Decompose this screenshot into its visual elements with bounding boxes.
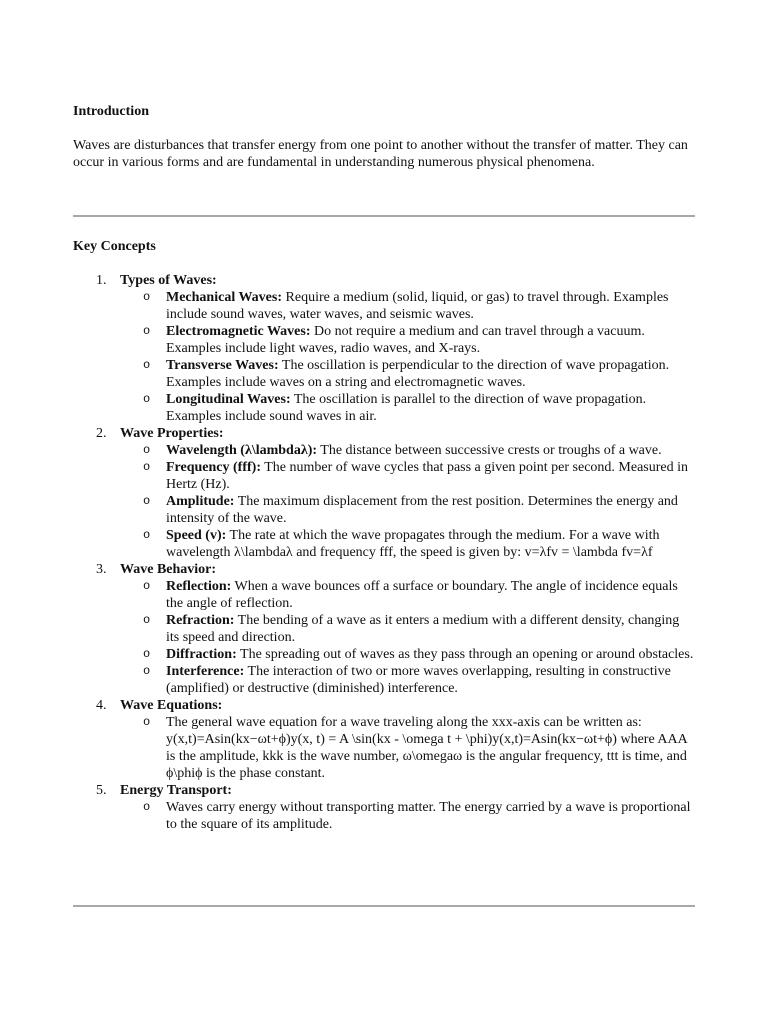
bullet-icon: o [143,460,151,474]
bullet-icon: o [143,392,151,406]
concept-term: Wavelength (λ\lambdaλ): [166,443,318,458]
concept-description: When a wave bounces off a surface or boundary. The angle of incidence equals the angle of reflection. [166,579,678,611]
concept-number: 3. [96,562,107,577]
concept-term: Diffraction: [166,647,237,662]
concept-sub-list [73,442,695,561]
concept-sub-item [73,442,695,459]
concept-sub-item [73,391,695,425]
bullet-icon: o [143,800,151,814]
concept-description: The bending of a wave as it enters a medium with a different density, changing its speed and direction. [166,613,680,645]
key-concepts-list [73,272,695,833]
concept-term: Amplitude: [166,494,235,509]
concept-title: Wave Properties: [120,426,224,441]
concept-item [73,425,695,561]
horizontal-divider [73,215,695,217]
concept-description: The interaction of two or more waves overlapping, resulting in constructive (amplified) or destructive (diminished) interference. [166,664,671,696]
concept-term: Electromagnetic Waves: [166,324,311,339]
concept-sub-item [73,323,695,357]
concept-sub-item [73,578,695,612]
concept-title: Energy Transport: [120,783,232,798]
concept-item [73,697,695,782]
bullet-icon: o [143,443,151,457]
concept-title: Types of Waves: [120,273,217,288]
bullet-icon: o [143,613,151,627]
concept-number: 1. [96,273,107,288]
concept-sub-item [73,459,695,493]
concept-sub-item [73,357,695,391]
concept-term: Speed (v): [166,528,227,543]
concept-description: The number of wave cycles that pass a given point per second. Measured in Hertz (Hz). [166,460,688,492]
bullet-icon: o [143,579,151,593]
concept-sub-item [73,612,695,646]
concept-description: The maximum displacement from the rest position. Determines the energy and intensity of the wave. [166,494,678,526]
concept-term: Longitudinal Waves: [166,392,291,407]
concept-description: The oscillation is parallel to the direction of wave propagation. Examples include sound waves in air. [166,392,647,424]
concept-sub-list [73,289,695,425]
concept-description: Require a medium (solid, liquid, or gas) to travel through. Examples include sound waves, water waves, and seismic waves. [166,290,669,322]
bullet-icon: o [143,358,151,372]
concept-title: Wave Equations: [120,698,223,713]
concept-term: Mechanical Waves: [166,290,283,305]
concept-sub-item [73,799,695,833]
concept-term: Frequency (fff): [166,460,261,475]
concept-sub-list [73,799,695,833]
introduction-heading: Introduction [73,104,149,119]
concept-sub-item [73,663,695,697]
bullet-icon: o [143,324,151,338]
concept-description: Waves carry energy without transporting matter. The energy carried by a wave is proportional to the square of its amplitude. [166,800,691,832]
concept-term: Transverse Waves: [166,358,279,373]
concept-term: Refraction: [166,613,235,628]
concept-description: The rate at which the wave propagates through the medium. For a wave with wavelength λ\lambdaλ and frequency fff, the speed is given by: v=λfv = \lambda fv=λf [166,528,660,560]
concept-description: Do not require a medium and can travel through a vacuum. Examples include light waves, radio waves, and X-rays. [166,324,645,356]
bullet-icon: o [143,715,151,729]
concept-number: 4. [96,698,107,713]
bullet-icon: o [143,528,151,542]
concept-item [73,782,695,833]
concept-sub-item [73,646,695,663]
concept-number: 5. [96,783,107,798]
bullet-icon: o [143,494,151,508]
concept-sub-list [73,714,695,782]
concept-sub-list [73,578,695,697]
concept-item [73,272,695,425]
concept-item [73,561,695,697]
concept-term: Interference: [166,664,245,679]
horizontal-divider-bottom [73,905,695,907]
concept-description: The distance between successive crests or troughs of a wave. [317,443,662,458]
bullet-icon: o [143,647,151,661]
bullet-icon: o [143,664,151,678]
concept-title: Wave Behavior: [120,562,217,577]
concept-sub-item [73,493,695,527]
introduction-paragraph: Waves are disturbances that transfer energy from one point to another without the transfer of matter. They can occur in various forms and are fundamental in understanding numerous physical phenomena. [73,138,688,170]
concept-sub-item [73,289,695,323]
concept-sub-item [73,714,695,782]
key-concepts-heading: Key Concepts [73,239,156,254]
concept-number: 2. [96,426,107,441]
concept-description: The oscillation is perpendicular to the direction of wave propagation. Examples include waves on a string and electromagnetic waves. [166,358,670,390]
concept-description: The general wave equation for a wave traveling along the xxx-axis can be written as: y(x,t)=Asin⁡(kx−ωt+ϕ)y(x, t) = A \sin(kx - \omega t + \phi)y(x,t)=Asin(kx−ωt+ϕ) where AAA is the amplitude, kkk is the wave number, ω\omegaω is the angular frequency, ttt is time, and ϕ\phiϕ is the phase constant. [166,715,687,781]
concept-term: Reflection: [166,579,232,594]
concept-sub-item [73,527,695,561]
bullet-icon: o [143,290,151,304]
concept-description: The spreading out of waves as they pass through an opening or around obstacles. [236,647,694,662]
